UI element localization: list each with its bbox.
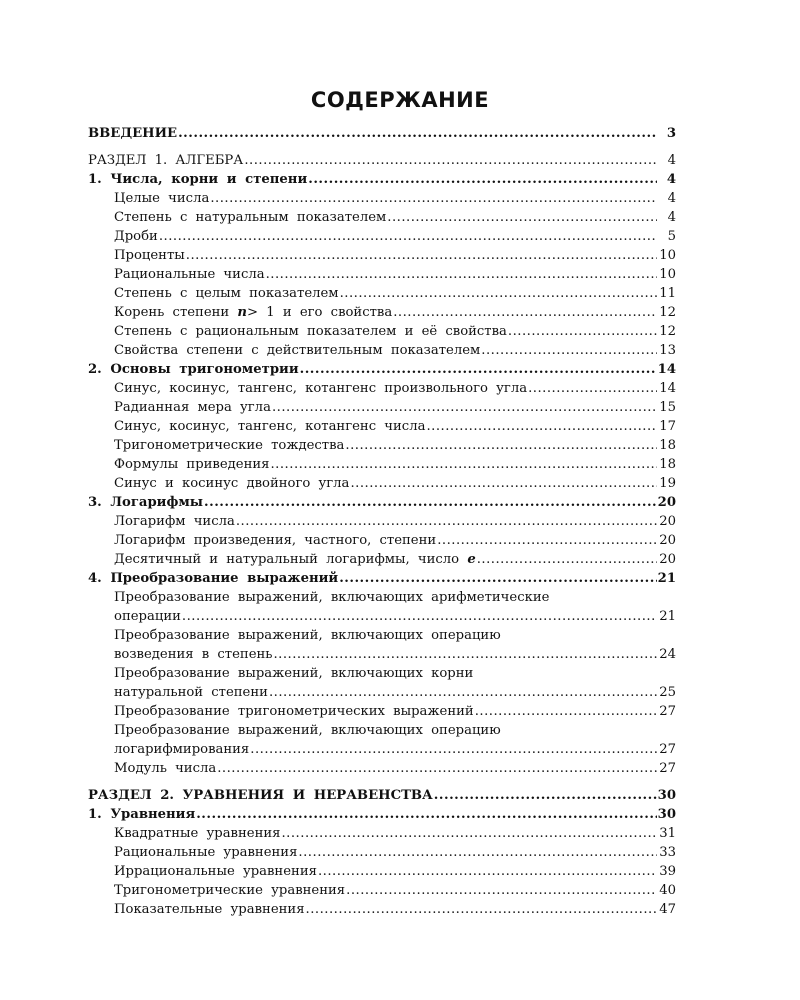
toc-chapter-1[interactable] bbox=[88, 170, 676, 189]
page-number: 47 bbox=[659, 902, 676, 917]
entry-title: Модуль числа bbox=[114, 761, 217, 776]
toc-item[interactable] bbox=[88, 843, 676, 862]
entry-title: 1. Уравнения bbox=[88, 807, 196, 822]
dot-leader bbox=[266, 265, 657, 284]
table-of-contents bbox=[88, 124, 676, 919]
page-number: 19 bbox=[659, 476, 676, 491]
dot-leader bbox=[387, 208, 657, 227]
entry-title: Тригонометрические уравнения bbox=[114, 883, 346, 898]
dot-leader bbox=[508, 322, 657, 341]
toc-item[interactable] bbox=[88, 303, 676, 322]
dot-leader bbox=[250, 740, 657, 759]
page-number: 33 bbox=[659, 845, 676, 860]
dot-leader bbox=[159, 227, 657, 246]
entry-title: Преобразование тригонометрических выражений bbox=[114, 704, 474, 719]
entry-title: Дроби bbox=[114, 229, 158, 244]
page-number: 20 bbox=[659, 514, 676, 529]
page-title: СОДЕРЖАНИЕ bbox=[310, 88, 490, 112]
entry-title: 4. Преобразование выражений bbox=[88, 571, 339, 586]
toc-item[interactable] bbox=[88, 436, 676, 455]
dot-leader bbox=[269, 683, 657, 702]
page-number: 3 bbox=[666, 126, 676, 141]
page-number: 27 bbox=[659, 704, 676, 719]
entry-title: операции bbox=[114, 609, 181, 624]
page-number: 40 bbox=[659, 883, 676, 898]
toc-item[interactable] bbox=[88, 645, 676, 664]
page-number: 10 bbox=[659, 267, 676, 282]
entry-title-part: и его свойства bbox=[282, 305, 393, 320]
entry-title: Степень с рациональным показателем и её свойства bbox=[114, 324, 507, 339]
entry-title bbox=[114, 303, 392, 322]
math-variable: e bbox=[467, 552, 476, 567]
entry-title: РАЗДЕЛ 1. АЛГЕБРА bbox=[88, 153, 244, 168]
toc-item[interactable] bbox=[88, 227, 676, 246]
dot-leader bbox=[186, 246, 657, 265]
page-number: 27 bbox=[659, 761, 676, 776]
dot-leader bbox=[281, 824, 657, 843]
page-number: 20 bbox=[659, 533, 676, 548]
entry-title: Проценты bbox=[114, 248, 185, 263]
toc-item-line[interactable]: Преобразование выражений, включающих арифметические bbox=[114, 590, 550, 605]
toc-item[interactable] bbox=[88, 740, 676, 759]
entry-title-part: Корень степени bbox=[114, 305, 230, 320]
page-number: 30 bbox=[657, 788, 676, 803]
toc-section-1[interactable] bbox=[88, 151, 676, 170]
dot-leader bbox=[393, 303, 657, 322]
dot-leader bbox=[204, 493, 657, 512]
entry-title: 1. Числа, корни и степени bbox=[88, 172, 308, 187]
page-number: 39 bbox=[659, 864, 676, 879]
page-number: 4 bbox=[667, 191, 676, 206]
dot-leader bbox=[178, 124, 657, 143]
toc-item-line[interactable]: Преобразование выражений, включающих операцию bbox=[114, 628, 501, 643]
page-number: 18 bbox=[659, 457, 676, 472]
page-number: 10 bbox=[659, 248, 676, 263]
entry-title: Квадратные уравнения bbox=[114, 826, 281, 841]
dot-leader bbox=[306, 900, 657, 919]
page-number: 25 bbox=[659, 685, 676, 700]
page-number: 21 bbox=[659, 609, 676, 624]
dot-leader bbox=[298, 843, 657, 862]
page-number: 5 bbox=[667, 229, 676, 244]
entry-title: 2. Основы тригонометрии bbox=[88, 362, 299, 377]
entry-title: Иррациональные уравнения bbox=[114, 864, 317, 879]
entry-title: Радианная мера угла bbox=[114, 400, 271, 415]
page-number: 12 bbox=[659, 305, 676, 320]
dot-leader bbox=[345, 436, 657, 455]
page-number: 18 bbox=[659, 438, 676, 453]
entry-title: Степень с натуральным показателем bbox=[114, 210, 387, 225]
page-number: 15 bbox=[659, 400, 676, 415]
page-number: 27 bbox=[659, 742, 676, 757]
dot-leader bbox=[350, 474, 657, 493]
entry-title: возведения в степень bbox=[114, 647, 273, 662]
entry-title: Показательные уравнения bbox=[114, 902, 305, 917]
entry-title: Целые числа bbox=[114, 191, 210, 206]
toc-item[interactable] bbox=[88, 512, 676, 531]
dot-leader bbox=[477, 550, 657, 569]
entry-title: логарифмирования bbox=[114, 742, 250, 757]
page-number: 14 bbox=[657, 362, 676, 377]
dot-leader bbox=[308, 170, 657, 189]
page-number: 12 bbox=[659, 324, 676, 339]
toc-item[interactable] bbox=[88, 683, 676, 702]
toc-chapter-4[interactable] bbox=[88, 569, 676, 588]
math-variable: n bbox=[237, 305, 248, 320]
toc-item[interactable] bbox=[88, 189, 676, 208]
toc-chapter-equations[interactable] bbox=[88, 805, 676, 824]
entry-title: РАЗДЕЛ 2. УРАВНЕНИЯ И НЕРАВЕНСТВА bbox=[88, 788, 433, 803]
toc-item-line[interactable]: Преобразование выражений, включающих операцию bbox=[114, 723, 501, 738]
entry-title: Логарифм числа bbox=[114, 514, 235, 529]
page-number: 31 bbox=[659, 826, 676, 841]
entry-title: Синус, косинус, тангенс, котангенс произвольного угла bbox=[114, 381, 528, 396]
page-number: 4 bbox=[666, 172, 676, 187]
entry-title: Степень с целым показателем bbox=[114, 286, 339, 301]
entry-title: Рациональные уравнения bbox=[114, 845, 298, 860]
entry-title: натуральной степени bbox=[114, 685, 268, 700]
toc-item[interactable] bbox=[88, 284, 676, 303]
entry-title: Синус, косинус, тангенс, котангенс числа bbox=[114, 419, 426, 434]
dot-leader bbox=[434, 786, 657, 805]
dot-leader bbox=[340, 284, 657, 303]
toc-item[interactable] bbox=[88, 398, 676, 417]
toc-entry-introduction[interactable] bbox=[88, 124, 676, 143]
toc-section-2[interactable] bbox=[88, 786, 676, 805]
page-number: 30 bbox=[657, 807, 676, 822]
toc-item[interactable] bbox=[88, 341, 676, 360]
page-number: 17 bbox=[659, 419, 676, 434]
entry-title: 3. Логарифмы bbox=[88, 495, 204, 510]
toc-item-line[interactable]: Преобразование выражений, включающих корни bbox=[114, 666, 474, 681]
dot-leader bbox=[300, 360, 657, 379]
toc-item[interactable] bbox=[88, 550, 676, 569]
dot-leader bbox=[270, 455, 657, 474]
toc-item[interactable] bbox=[88, 881, 676, 900]
toc-item[interactable] bbox=[88, 702, 676, 721]
toc-item[interactable] bbox=[88, 455, 676, 474]
page-number: 20 bbox=[657, 495, 676, 510]
toc-item[interactable] bbox=[88, 417, 676, 436]
dot-leader bbox=[346, 881, 657, 900]
dot-leader bbox=[339, 569, 656, 588]
dot-leader bbox=[217, 759, 657, 778]
page-number: 14 bbox=[659, 381, 676, 396]
toc-chapter-3[interactable] bbox=[88, 493, 676, 512]
page-number: 4 bbox=[667, 210, 676, 225]
entry-title: ВВЕДЕНИЕ bbox=[88, 126, 178, 141]
toc-item[interactable] bbox=[88, 824, 676, 843]
dot-leader bbox=[426, 417, 657, 436]
toc-chapter-2[interactable] bbox=[88, 360, 676, 379]
entry-title: Свойства степени с действительным показателем bbox=[114, 343, 481, 358]
page-number: 20 bbox=[659, 552, 676, 567]
dot-leader bbox=[182, 607, 657, 626]
dot-leader bbox=[210, 189, 657, 208]
toc-item[interactable] bbox=[88, 246, 676, 265]
dot-leader bbox=[481, 341, 657, 360]
toc-item[interactable] bbox=[88, 759, 676, 778]
page-number: 13 bbox=[659, 343, 676, 358]
entry-title: Синус и косинус двойного угла bbox=[114, 476, 350, 491]
entry-title: Формулы приведения bbox=[114, 457, 270, 472]
dot-leader bbox=[196, 805, 656, 824]
dot-leader bbox=[272, 398, 657, 417]
toc-item[interactable] bbox=[88, 900, 676, 919]
dot-leader bbox=[244, 151, 657, 170]
toc-item[interactable] bbox=[88, 208, 676, 227]
entry-title: Тригонометрические тождества bbox=[114, 438, 345, 453]
dot-leader bbox=[318, 862, 657, 881]
page-number: 4 bbox=[667, 153, 676, 168]
dot-leader bbox=[236, 512, 657, 531]
entry-title-part: > 1 bbox=[247, 305, 275, 320]
entry-title bbox=[114, 550, 476, 569]
page-number: 24 bbox=[659, 647, 676, 662]
page-number: 11 bbox=[659, 286, 676, 301]
dot-leader bbox=[475, 702, 657, 721]
dot-leader bbox=[528, 379, 657, 398]
toc-item[interactable] bbox=[88, 607, 676, 626]
toc-item[interactable] bbox=[88, 379, 676, 398]
dot-leader bbox=[437, 531, 657, 550]
toc-item[interactable] bbox=[88, 531, 676, 550]
entry-title-part: Десятичный и натуральный логарифмы, число bbox=[114, 552, 460, 567]
toc-item[interactable] bbox=[88, 474, 676, 493]
entry-title: Логарифм произведения, частного, степени bbox=[114, 533, 437, 548]
page-number: 21 bbox=[657, 571, 676, 586]
dot-leader bbox=[273, 645, 657, 664]
toc-item[interactable] bbox=[88, 862, 676, 881]
toc-item[interactable] bbox=[88, 322, 676, 341]
toc-item[interactable] bbox=[88, 265, 676, 284]
entry-title: Рациональные числа bbox=[114, 267, 265, 282]
